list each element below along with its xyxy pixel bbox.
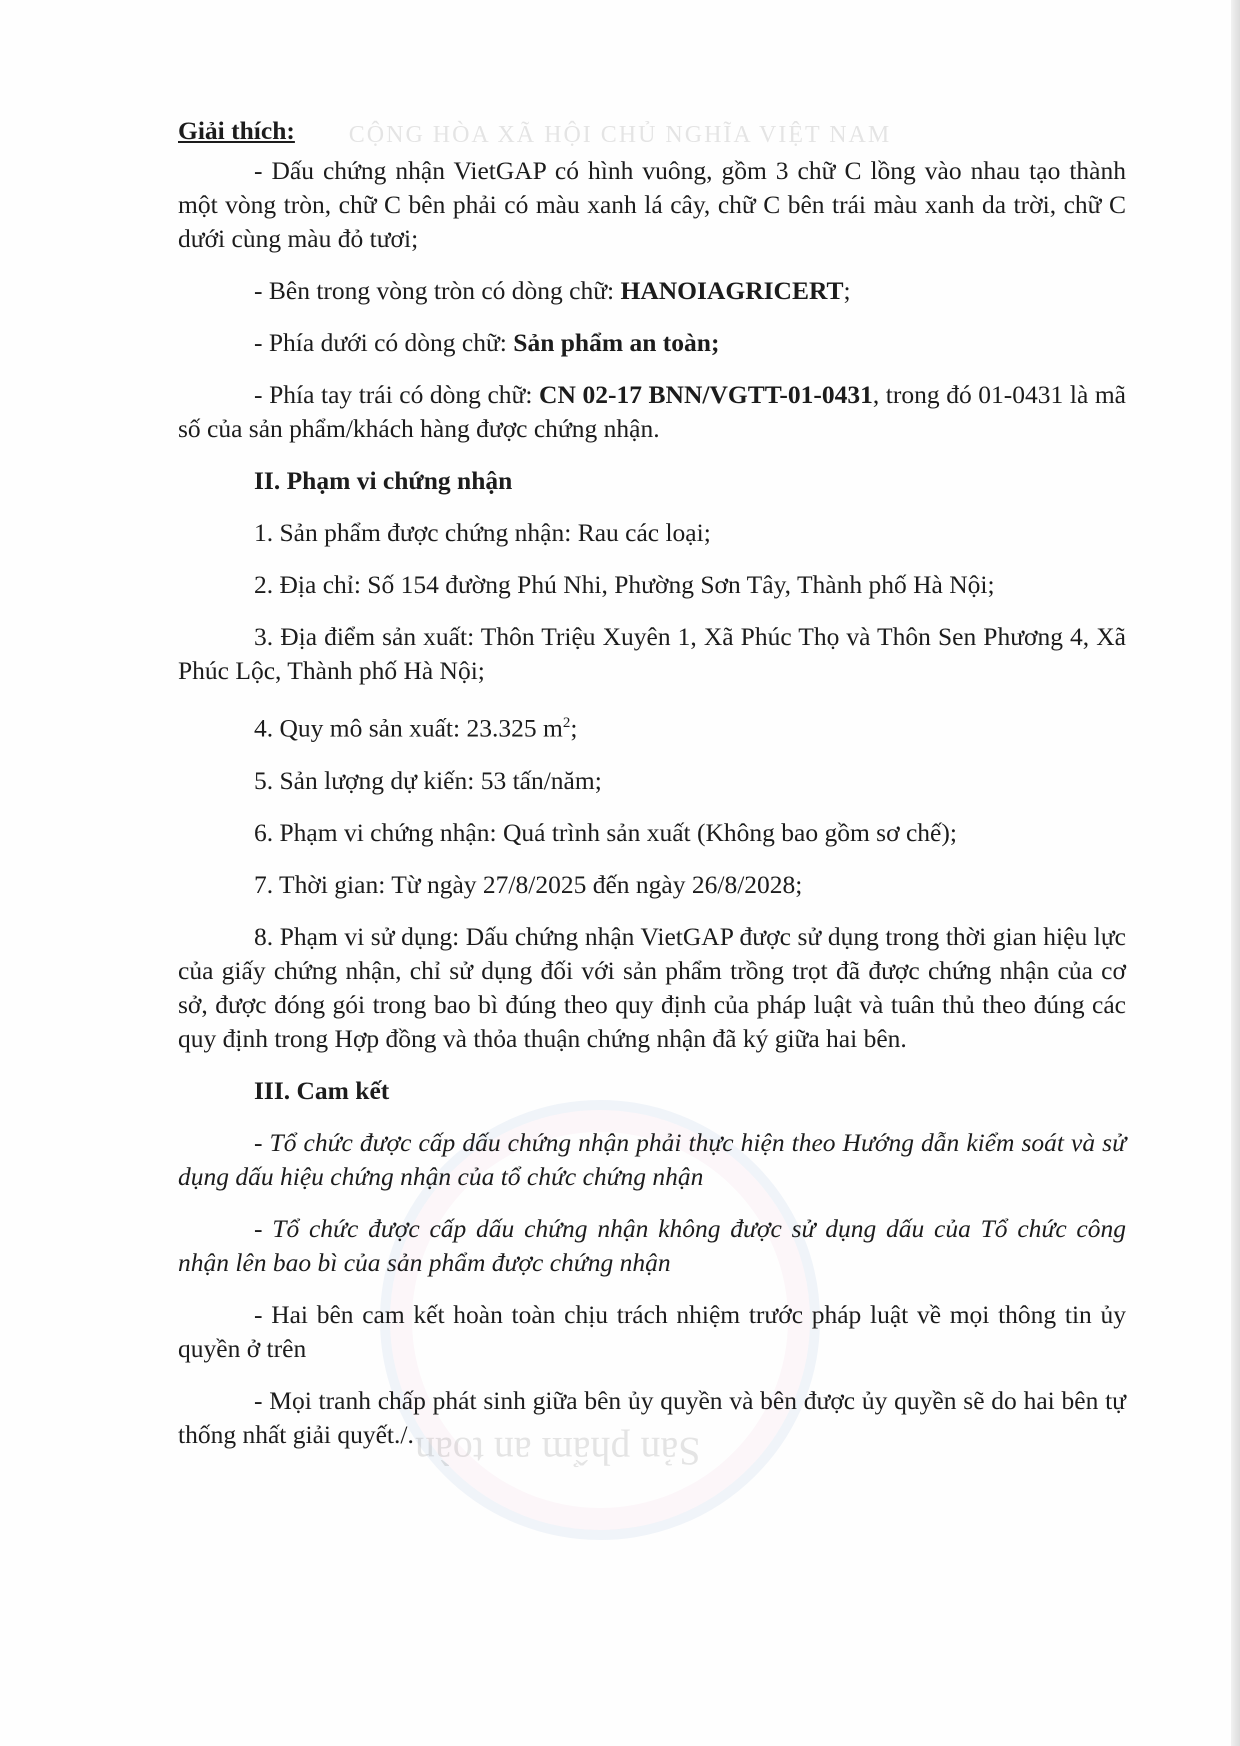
inside-prefix: - Bên trong vòng tròn có dòng chữ: bbox=[254, 276, 621, 305]
left-suffix: , trong đó 01-0431 là mã số của sản phẩm/khách hàng được chứng nhận. bbox=[178, 380, 1126, 443]
explanation-item-left bbox=[178, 378, 1126, 446]
explanation-heading: Giải thích: bbox=[178, 116, 295, 145]
bleed-through-header: CỘNG HÒA XÃ HỘI CHỦ NGHĨA VIỆT NAM bbox=[348, 122, 892, 148]
scope-item-5: 5. Sản lượng dự kiến: 53 tấn/năm; bbox=[254, 765, 602, 795]
explanation-item-mark-description: - Dấu chứng nhận VietGAP có hình vuông, gồm 3 chữ C lồng vào nhau tạo thành một vòng tròn, chữ C bên phải có màu xanh lá cây, chữ C bên trái màu xanh da trời, chữ C dưới cùng màu đỏ tươi; bbox=[178, 156, 1126, 253]
scope-item-4-superscript: 2 bbox=[562, 715, 571, 731]
scope-item-2: 2. Địa chỉ: Số 154 đường Phú Nhi, Phường Sơn Tây, Thành phố Hà Nội; bbox=[254, 570, 995, 599]
explanation-item-below bbox=[178, 326, 1126, 360]
commitment-item-2: - Tổ chức được cấp dấu chứng nhận không được sử dụng dấu của Tổ chức công nhận lên bao bì của sản phẩm được chứng nhận bbox=[178, 1213, 1126, 1277]
left-prefix: - Phía tay trái có dòng chữ: bbox=[254, 380, 540, 409]
commitment-item-1: - Tổ chức được cấp dấu chứng nhận phải thực hiện theo Hướng dẫn kiểm soát và sử dụng dấu hiệu chứng nhận của tổ chức chứng nhận bbox=[178, 1127, 1126, 1191]
scope-item-8: 8. Phạm vi sử dụng: Dấu chứng nhận VietGAP được sử dụng trong thời gian hiệu lực của giấy chứng nhận, chỉ sử dụng đối với sản phẩm trồng trọt đã được chứng nhận của cơ sở, được đóng gói trong bao bì đúng theo quy định của pháp luật và tuân thủ theo đúng các quy định trong Hợp đồng và thỏa thuận chứng nhận đã ký giữa hai bên. bbox=[178, 921, 1126, 1053]
scope-item-4-suffix: ; bbox=[570, 713, 578, 743]
scope-item-4-text: 4. Quy mô sản xuất: 23.325 m bbox=[254, 713, 563, 743]
inside-bold-text: HANOIAGRICERT bbox=[620, 276, 844, 305]
explanation-item-inside bbox=[178, 274, 1126, 308]
left-bold-text: CN 02-17 BNN/VGTT-01-0431 bbox=[539, 380, 873, 409]
scope-section-title: II. Phạm vi chứng nhận bbox=[254, 466, 513, 495]
scope-item-1: 1. Sản phẩm được chứng nhận: Rau các loại; bbox=[254, 518, 711, 547]
scope-item-6: 6. Phạm vi chứng nhận: Quá trình sản xuất (Không bao gồm sơ chế); bbox=[254, 817, 957, 847]
document-body bbox=[178, 114, 1126, 1470]
commitment-item-3: - Hai bên cam kết hoàn toàn chịu trách nhiệm trước pháp luật về mọi thông tin ủy quyền ở trên bbox=[178, 1299, 1126, 1363]
scope-item-4 bbox=[178, 706, 1126, 746]
scan-right-edge bbox=[1231, 0, 1240, 1746]
below-bold-text: Sản phẩm an toàn; bbox=[513, 328, 720, 357]
bleed-through-seal-text: Sản phẩm an toàn bbox=[415, 1429, 701, 1474]
commitment-item-4: - Mọi tranh chấp phát sinh giữa bên ủy quyền và bên được ủy quyền sẽ do hai bên tự thống nhất giải quyết./. bbox=[178, 1385, 1126, 1449]
scope-item-3: 3. Địa điểm sản xuất: Thôn Triệu Xuyên 1, Xã Phúc Thọ và Thôn Sen Phương 4, Xã Phúc Lộc, Thành phố Hà Nội; bbox=[178, 622, 1126, 685]
commitment-section-title: III. Cam kết bbox=[254, 1075, 390, 1105]
inside-suffix: ; bbox=[843, 276, 851, 305]
below-prefix: - Phía dưới có dòng chữ: bbox=[254, 328, 514, 357]
scope-item-7: 7. Thời gian: Từ ngày 27/8/2025 đến ngày 26/8/2028; bbox=[254, 869, 803, 899]
